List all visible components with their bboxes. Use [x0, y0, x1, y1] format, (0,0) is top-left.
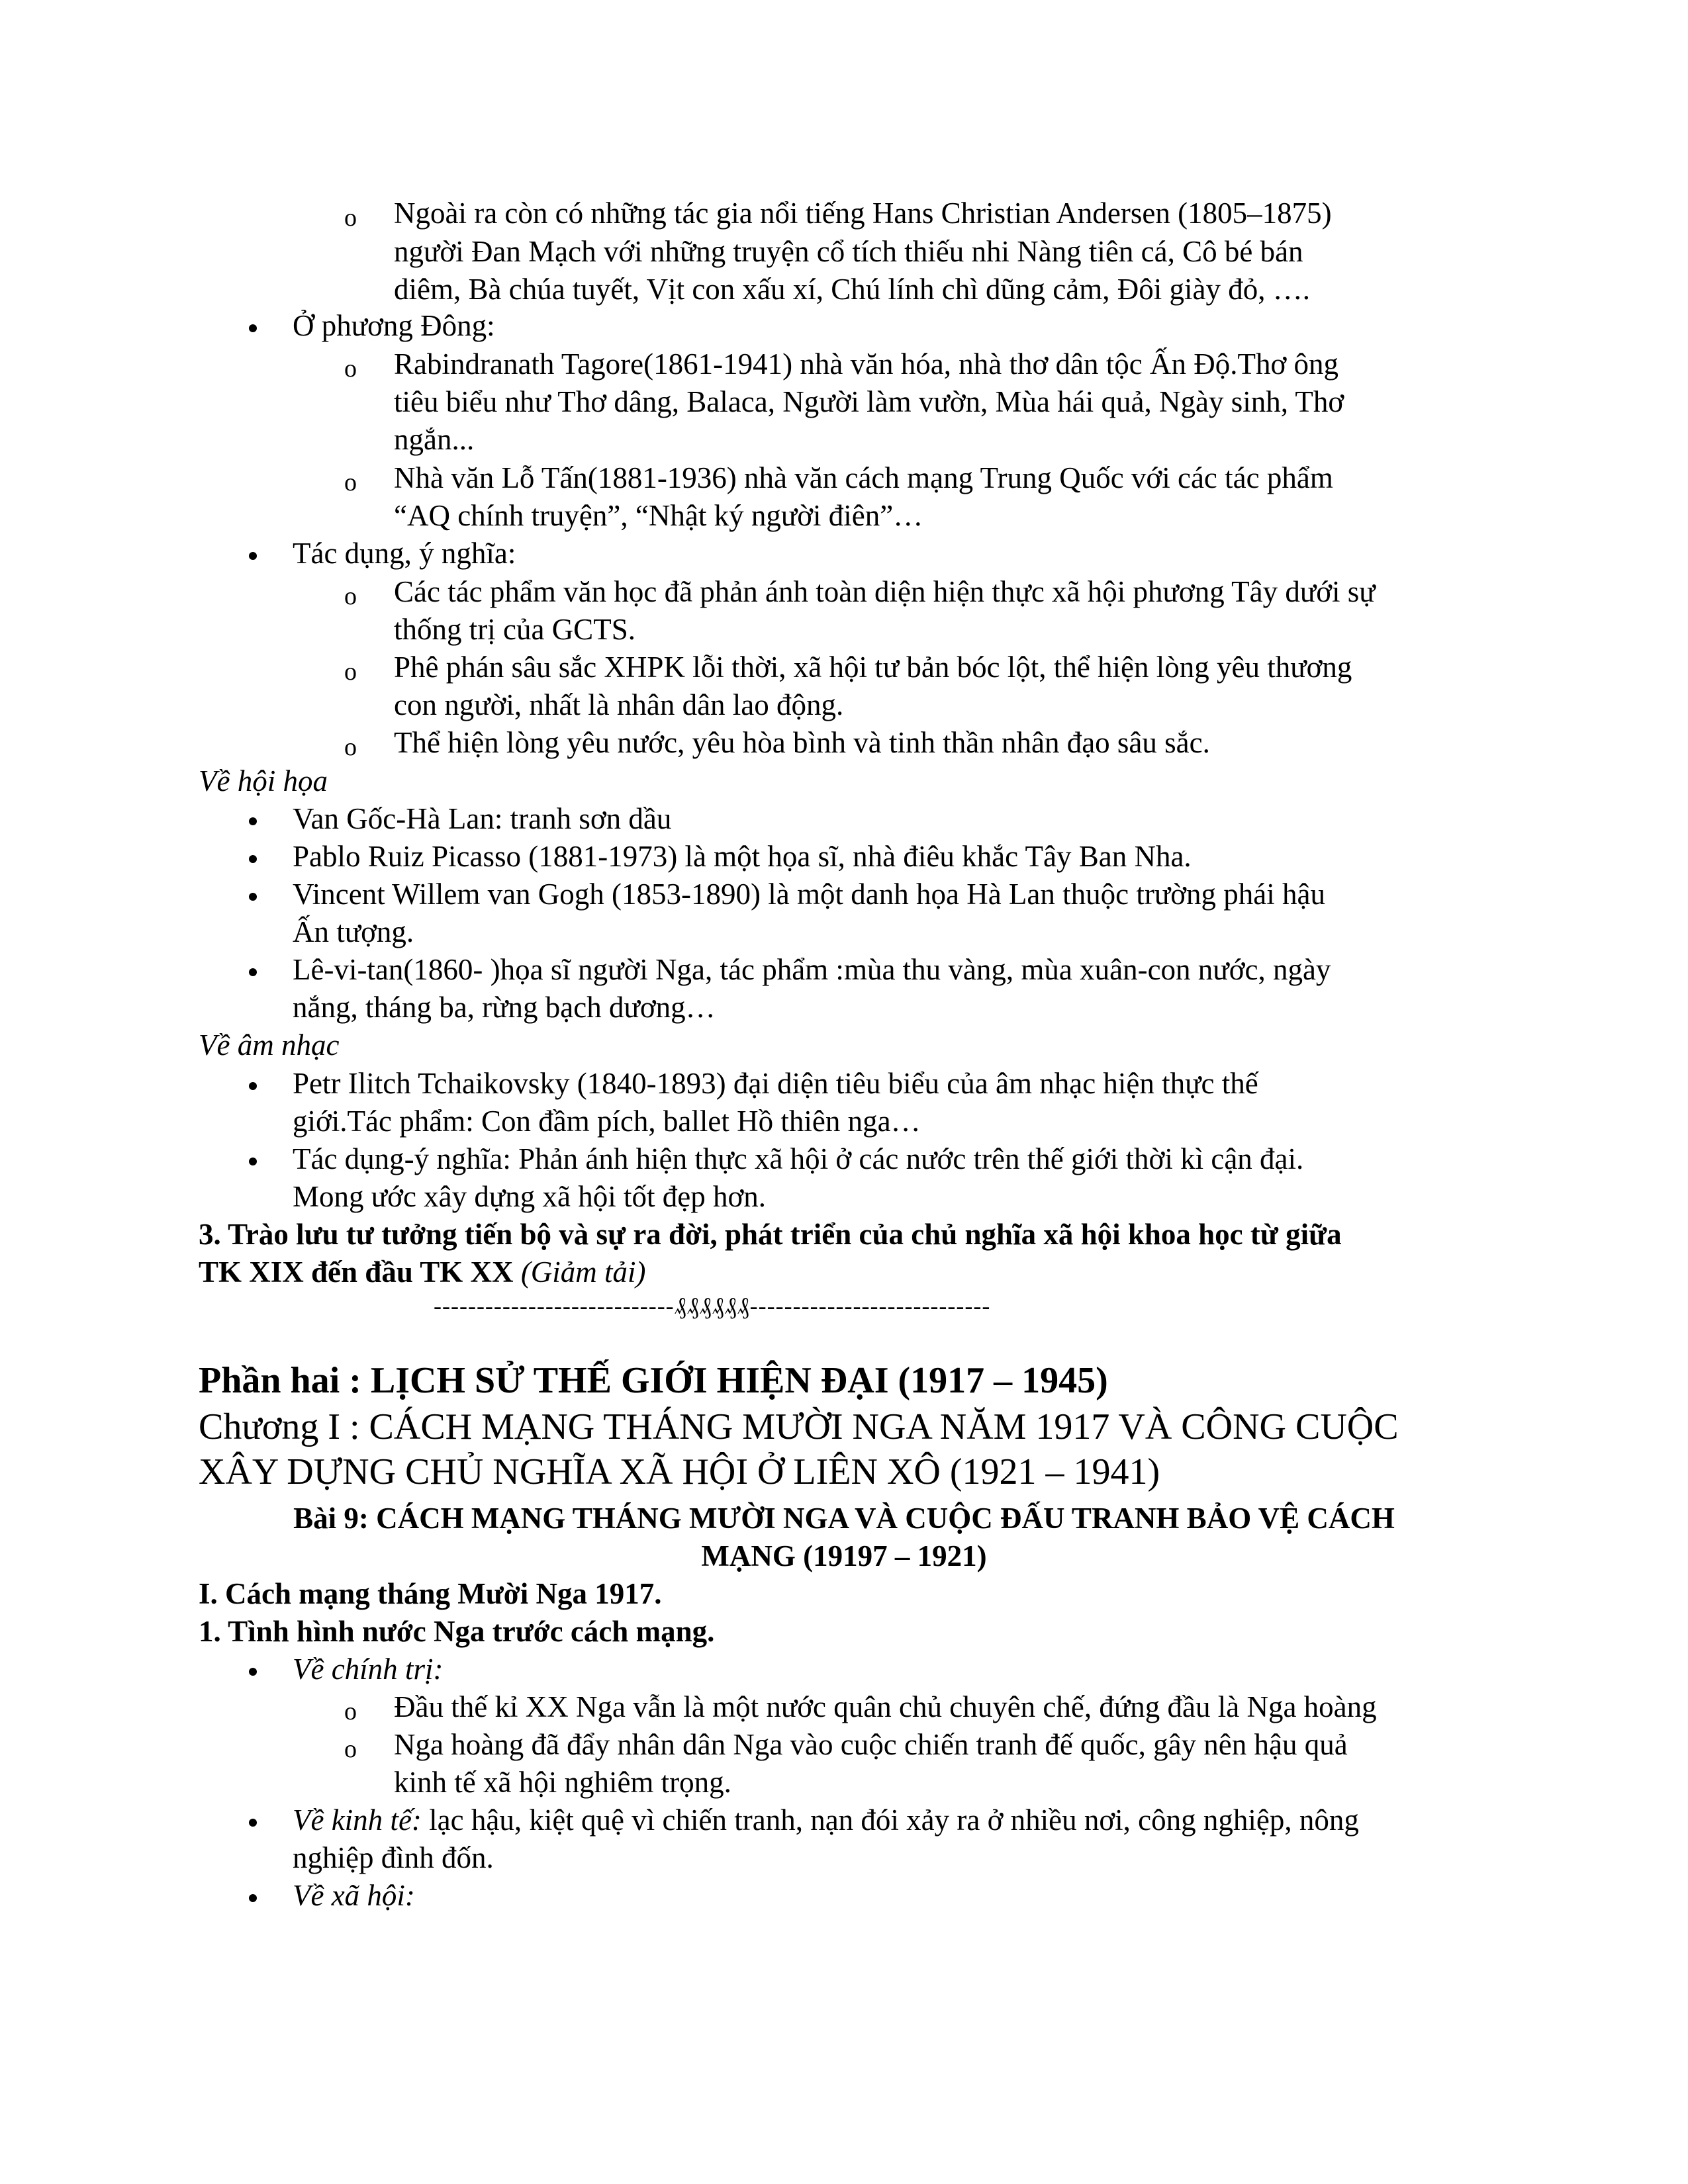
text-line: Nga hoàng đã đẩy nhân dân Nga vào cuộc chiến tranh đế quốc, gây nên hậu quả: [394, 1728, 1348, 1761]
list-item: Ấn tượng.: [293, 915, 414, 948]
lesson-title: Bài 9: CÁCH MẠNG THÁNG MƯỜI NGA VÀ CUỘC ĐẤU TRANH BẢO VỆ CÁCH: [293, 1502, 1395, 1535]
section-subheading: Về âm nhạc: [199, 1028, 340, 1062]
section-note: (Giảm tải): [520, 1255, 646, 1289]
circle-bullet-icon: o: [344, 658, 357, 686]
decorative-separator: ----------------------------₰₰₰₰₰₰----------------------------: [434, 1293, 991, 1319]
list-heading: Về xã hội:: [293, 1879, 415, 1912]
bullet-icon: [249, 1082, 257, 1090]
text-line: Các tác phẩm văn học đã phản ánh toàn diện hiện thực xã hội phương Tây dưới sự: [394, 575, 1376, 608]
bullet-icon: [249, 552, 257, 560]
circle-bullet-icon: o: [344, 733, 357, 761]
list-heading: Về chính trị:: [293, 1653, 444, 1686]
economy-text: lạc hậu, kiệt quệ vì chiến tranh, nạn đói xảy ra ở nhiều nơi, công nghiệp, nông: [421, 1803, 1359, 1837]
list-heading: Ở phương Đông:: [293, 309, 495, 342]
text-line: thống trị của GCTS.: [394, 613, 635, 646]
bullet-icon: [249, 1668, 257, 1676]
text-line: Ngoài ra còn có những tác gia nổi tiếng Hans Christian Andersen (1805–1875): [394, 197, 1332, 230]
section-heading: 3. Trào lưu tư tưởng tiến bộ và sự ra đời, phát triển của chủ nghĩa xã hội khoa học từ giữa: [199, 1218, 1342, 1251]
section-heading: I. Cách mạng tháng Mười Nga 1917.: [199, 1577, 662, 1610]
part-title: Phần hai : LỊCH SỬ THẾ GIỚI HIỆN ĐẠI (1917 – 1945): [199, 1360, 1108, 1401]
circle-bullet-icon: o: [344, 469, 357, 496]
bullet-icon: [249, 1894, 257, 1902]
list-item: nắng, tháng ba, rừng bạch dương…: [293, 991, 716, 1024]
list-item: Tác dụng-ý nghĩa: Phản ánh hiện thực xã hội ở các nước trên thế giới thời kì cận đại.: [293, 1142, 1304, 1175]
text-line: người Đan Mạch với những truyện cổ tích thiếu nhi Nàng tiên cá, Cô bé bán: [394, 235, 1303, 268]
economy-label: Về kinh tế:: [293, 1803, 422, 1837]
text-line: kinh tế xã hội nghiêm trọng.: [394, 1766, 731, 1799]
list-item: Petr Ilitch Tchaikovsky (1840-1893) đại diện tiêu biểu của âm nhạc hiện thực thế: [293, 1067, 1258, 1100]
circle-bullet-icon: o: [344, 204, 357, 232]
text-line: Đầu thế kỉ XX Nga vẫn là một nước quân chủ chuyên chế, đứng đầu là Nga hoàng: [394, 1690, 1377, 1723]
text-line: tiêu biểu như Thơ dâng, Balaca, Người làm vườn, Mùa hái quả, Ngày sinh, Thơ: [394, 385, 1344, 418]
list-item: nghiệp đình đốn.: [293, 1841, 494, 1874]
list-item: Mong ước xây dựng xã hội tốt đẹp hơn.: [293, 1180, 767, 1213]
bullet-icon: [249, 855, 257, 863]
section-heading: [199, 1257, 646, 1287]
bullet-icon: [249, 1158, 257, 1165]
list-item: giới.Tác phẩm: Con đầm pích, ballet Hồ thiên nga…: [293, 1105, 921, 1138]
chapter-title: Chương I : CÁCH MẠNG THÁNG MƯỜI NGA NĂM 1917 VÀ CÔNG CUỘC: [199, 1406, 1399, 1447]
section-heading-text: TK XIX đến đầu TK XX: [199, 1255, 514, 1289]
list-item: [293, 1805, 1359, 1835]
text-line: ngắn...: [394, 423, 475, 456]
circle-bullet-icon: o: [344, 355, 357, 383]
list-heading: Tác dụng, ý nghĩa:: [293, 537, 516, 570]
circle-bullet-icon: o: [344, 1735, 357, 1763]
text-line: con người, nhất là nhân dân lao động.: [394, 688, 844, 721]
list-item: Van Gốc-Hà Lan: tranh sơn dầu: [293, 802, 672, 835]
circle-bullet-icon: o: [344, 1698, 357, 1725]
text-line: Thể hiện lòng yêu nước, yêu hòa bình và tinh thần nhân đạo sâu sắc.: [394, 726, 1210, 759]
list-item: Pablo Ruiz Picasso (1881-1973) là một họa sĩ, nhà điêu khắc Tây Ban Nha.: [293, 840, 1192, 873]
lesson-title: MẠNG (19197 – 1921): [701, 1539, 987, 1572]
section-heading: 1. Tình hình nước Nga trước cách mạng.: [199, 1615, 715, 1648]
bullet-icon: [249, 817, 257, 825]
bullet-icon: [249, 968, 257, 976]
chapter-title: XÂY DỰNG CHỦ NGHĨA XÃ HỘI Ở LIÊN XÔ (1921 – 1941): [199, 1451, 1160, 1492]
bullet-icon: [249, 324, 257, 332]
list-item: Lê-vi-tan(1860- )họa sĩ người Nga, tác phẩm :mùa thu vàng, mùa xuân-con nước, ngày: [293, 953, 1331, 986]
text-line: Nhà văn Lỗ Tấn(1881-1936) nhà văn cách mạng Trung Quốc với các tác phẩm: [394, 461, 1333, 494]
section-subheading: Về hội họa: [199, 764, 328, 797]
bullet-icon: [249, 1819, 257, 1827]
bullet-icon: [249, 893, 257, 901]
text-line: Rabindranath Tagore(1861-1941) nhà văn hóa, nhà thơ dân tộc Ấn Độ.Thơ ông: [394, 347, 1339, 381]
text-line: diêm, Bà chúa tuyết, Vịt con xấu xí, Chú lính chì dũng cảm, Đôi giày đỏ, ….: [394, 273, 1310, 306]
list-item: Vincent Willem van Gogh (1853-1890) là một danh họa Hà Lan thuộc trường phái hậu: [293, 878, 1325, 911]
circle-bullet-icon: o: [344, 582, 357, 610]
text-line: “AQ chính truyện”, “Nhật ký người điên”…: [394, 499, 923, 532]
text-line: Phê phán sâu sắc XHPK lỗi thời, xã hội tư bản bóc lột, thể hiện lòng yêu thương: [394, 651, 1352, 684]
